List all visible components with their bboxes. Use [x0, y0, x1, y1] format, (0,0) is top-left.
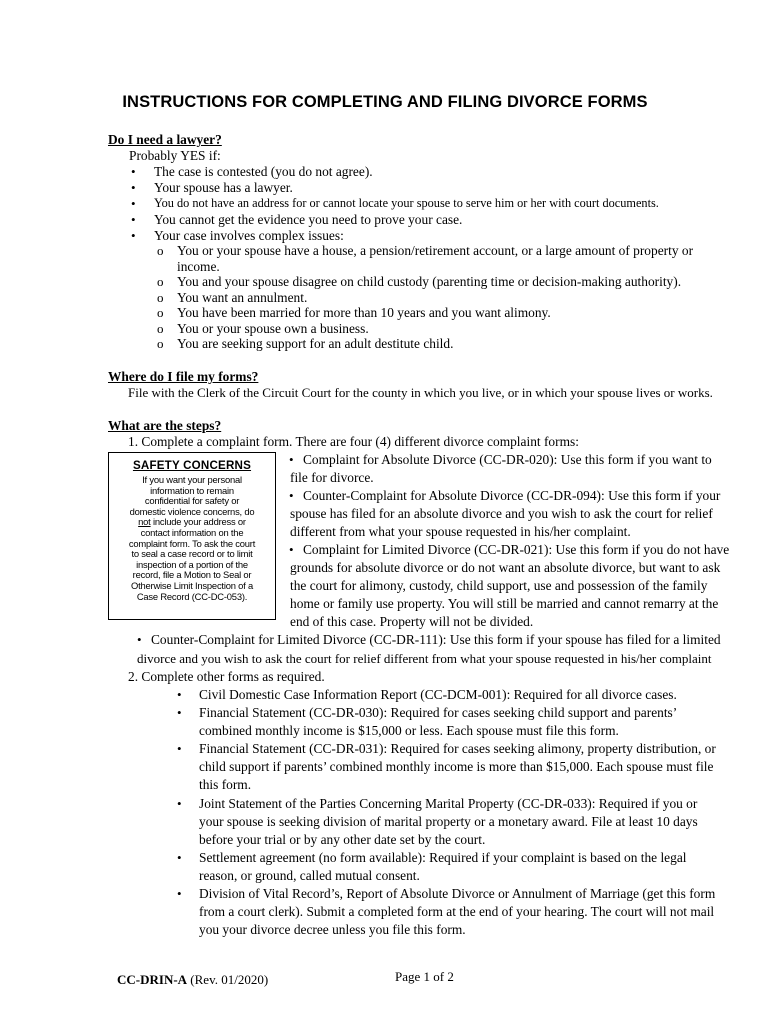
circle-bullet-icon: o	[157, 290, 164, 305]
page-title: INSTRUCTIONS FOR COMPLETING AND FILING DIVORCE FORMS	[122, 93, 648, 111]
other-form-line: Financial Statement (CC-DR-030): Required for cases seeking child support and parents’	[199, 705, 678, 720]
other-form-line: Settlement agreement (no form available): Required if your complaint is based on the legal	[199, 850, 687, 865]
bullet-icon: •	[177, 850, 182, 865]
circle-bullet-icon: o	[157, 336, 164, 351]
lawyer-heading: Do I need a lawyer?	[108, 132, 222, 147]
safety-line: to seal a case record or to limit	[131, 548, 253, 560]
lawyer-bullet: You do not have an address for or cannot locate your spouse to serve him or her with court documents.	[154, 196, 659, 210]
steps-heading: What are the steps?	[108, 418, 222, 433]
lawyer-sub-item: You and your spouse disagree on child custody (parenting time or decision-making authority).	[177, 274, 682, 289]
bullet-icon: •	[131, 164, 136, 179]
circle-bullet-icon: o	[157, 274, 164, 289]
other-form-line: Joint Statement of the Parties Concerning Marital Property (CC-DR-033): Required if you or	[199, 796, 698, 811]
underlined-not: not	[138, 516, 151, 528]
bullet-icon: •	[131, 212, 136, 227]
safety-line: Otherwise Limit Inspection of a	[131, 579, 253, 591]
complaint-line: file for divorce.	[290, 470, 374, 485]
other-form-line: Division of Vital Record’s, Report of Absolute Divorce or Annulment of Marriage (get this form	[199, 886, 716, 901]
safety-concerns-box	[108, 452, 276, 620]
complaint-line: Complaint for Limited Divorce (CC-DR-021): Use this form if you do not have	[303, 542, 730, 557]
lawyer-sub-item: You want an annulment.	[177, 290, 308, 305]
other-form-line: you your divorce decree unless you file this form.	[199, 922, 466, 937]
safety-line: information to remain	[150, 484, 234, 496]
other-form-line: from a court clerk). Submit a completed form at the end of your hearing. The court will not mail	[199, 904, 715, 919]
bullet-icon: •	[177, 687, 182, 702]
other-form-line: before your trial or by any other date set by the court.	[199, 832, 486, 847]
other-form-line: reason, or ground, called mutual consent.	[199, 868, 420, 883]
safety-line: confidential for safety or	[144, 495, 240, 507]
complaint-line: different from what your spouse requested in his/her complaint.	[290, 524, 631, 539]
complaint-line: Counter-Complaint for Absolute Divorce (CC-DR-094): Use this form if your	[303, 488, 721, 503]
safety-body	[109, 475, 275, 602]
other-form-line: this form.	[199, 777, 252, 792]
bullet-icon: •	[137, 632, 142, 647]
circle-bullet-icon: o	[157, 243, 164, 258]
safety-line: contact information on the	[140, 526, 244, 538]
safety-line: record, file a Motion to Seal or	[132, 569, 252, 581]
complaint-line: grounds for absolute divorce or do not want an absolute divorce, but want to ask	[290, 560, 721, 575]
other-form-line: combined monthly income is $15,000 or less. Each spouse must file this form.	[199, 723, 619, 738]
bullet-icon: •	[131, 228, 136, 243]
safety-line: domestic violence concerns, do	[129, 505, 255, 517]
safety-line: inspection of a portion of the	[136, 558, 248, 570]
form-revision: (Rev. 01/2020)	[190, 972, 269, 987]
circle-bullet-icon: o	[157, 305, 164, 320]
bullet-icon: •	[289, 488, 294, 503]
bullet-icon: •	[289, 542, 294, 557]
page-number: Page 1 of 2	[395, 969, 454, 984]
other-form-line: Financial Statement (CC-DR-031): Required for cases seeking alimony, property distribution, or	[199, 741, 716, 756]
lawyer-sub-item: You or your spouse own a business.	[177, 321, 369, 336]
lawyer-sub-item: You or your spouse have a house, a pension/retirement account, or a large amount of property or	[177, 243, 694, 258]
bullet-icon: •	[177, 796, 182, 811]
complaint-line: home or family use property. You will still be married and cannot remarry at the	[290, 596, 719, 611]
counter-limited-line: Counter-Complaint for Limited Divorce (CC-DR-111): Use this form if your spouse has filed for a limited	[151, 632, 721, 647]
complaint-line: end of this case. Property will not be divided.	[290, 614, 534, 629]
form-id: CC-DRIN-A	[117, 972, 188, 987]
lawyer-bullet: Your case involves complex issues:	[154, 228, 344, 243]
safety-line: Case Record (CC-DC-053).	[136, 590, 248, 602]
other-form-line: your spouse is seeking division of marital property or a monetary award. File at least 10 days	[199, 814, 698, 829]
lawyer-intro: Probably YES if:	[129, 148, 221, 163]
lawyer-sub-item: income.	[177, 259, 220, 274]
bullet-icon: •	[131, 196, 136, 211]
complaint-line: Complaint for Absolute Divorce (CC-DR-020): Use this form if you want to	[303, 452, 712, 467]
counter-limited-line: divorce and you wish to ask the court for relief different from what your spouse requested in his/her complaint	[137, 651, 712, 666]
step-2: 2. Complete other forms as required.	[128, 669, 325, 684]
circle-bullet-icon: o	[157, 321, 164, 336]
bullet-icon: •	[131, 180, 136, 195]
safety-line: complaint form. To ask the court	[128, 537, 256, 549]
where-text: File with the Clerk of the Circuit Court for the county in which you live, or in which your spouse lives or works.	[128, 385, 713, 400]
complaint-line: spouse has filed for an absolute divorce and you wish to ask the court for relief	[290, 506, 713, 521]
complaint-line: the court for alimony, custody, child support, use and possession of the family	[290, 578, 708, 593]
lawyer-sub-item: You have been married for more than 10 years and you want alimony.	[177, 305, 551, 320]
lawyer-bullet: The case is contested (you do not agree).	[154, 164, 373, 179]
other-form-line: Civil Domestic Case Information Report (CC-DCM-001): Required for all divorce cases.	[199, 687, 677, 702]
other-form-line: child support if parents’ combined monthly income is more than $15,000. Each spouse must file	[199, 759, 714, 774]
safety-title: SAFETY CONCERNS	[132, 459, 252, 472]
lawyer-bullet: Your spouse has a lawyer.	[154, 180, 293, 195]
lawyer-bullet: You cannot get the evidence you need to prove your case.	[154, 212, 463, 227]
bullet-icon: •	[289, 452, 294, 467]
bullet-icon: •	[177, 705, 182, 720]
where-heading: Where do I file my forms?	[108, 369, 259, 384]
step-1: 1. Complete a complaint form. There are four (4) different divorce complaint forms:	[128, 434, 579, 449]
bullet-icon: •	[177, 741, 182, 756]
lawyer-sub-item: You are seeking support for an adult destitute child.	[177, 336, 454, 351]
bullet-icon: •	[177, 886, 182, 901]
footer-form-id	[117, 972, 268, 988]
safety-line: If you want your personal	[142, 474, 242, 485]
safety-line: not include your address or	[138, 516, 246, 528]
